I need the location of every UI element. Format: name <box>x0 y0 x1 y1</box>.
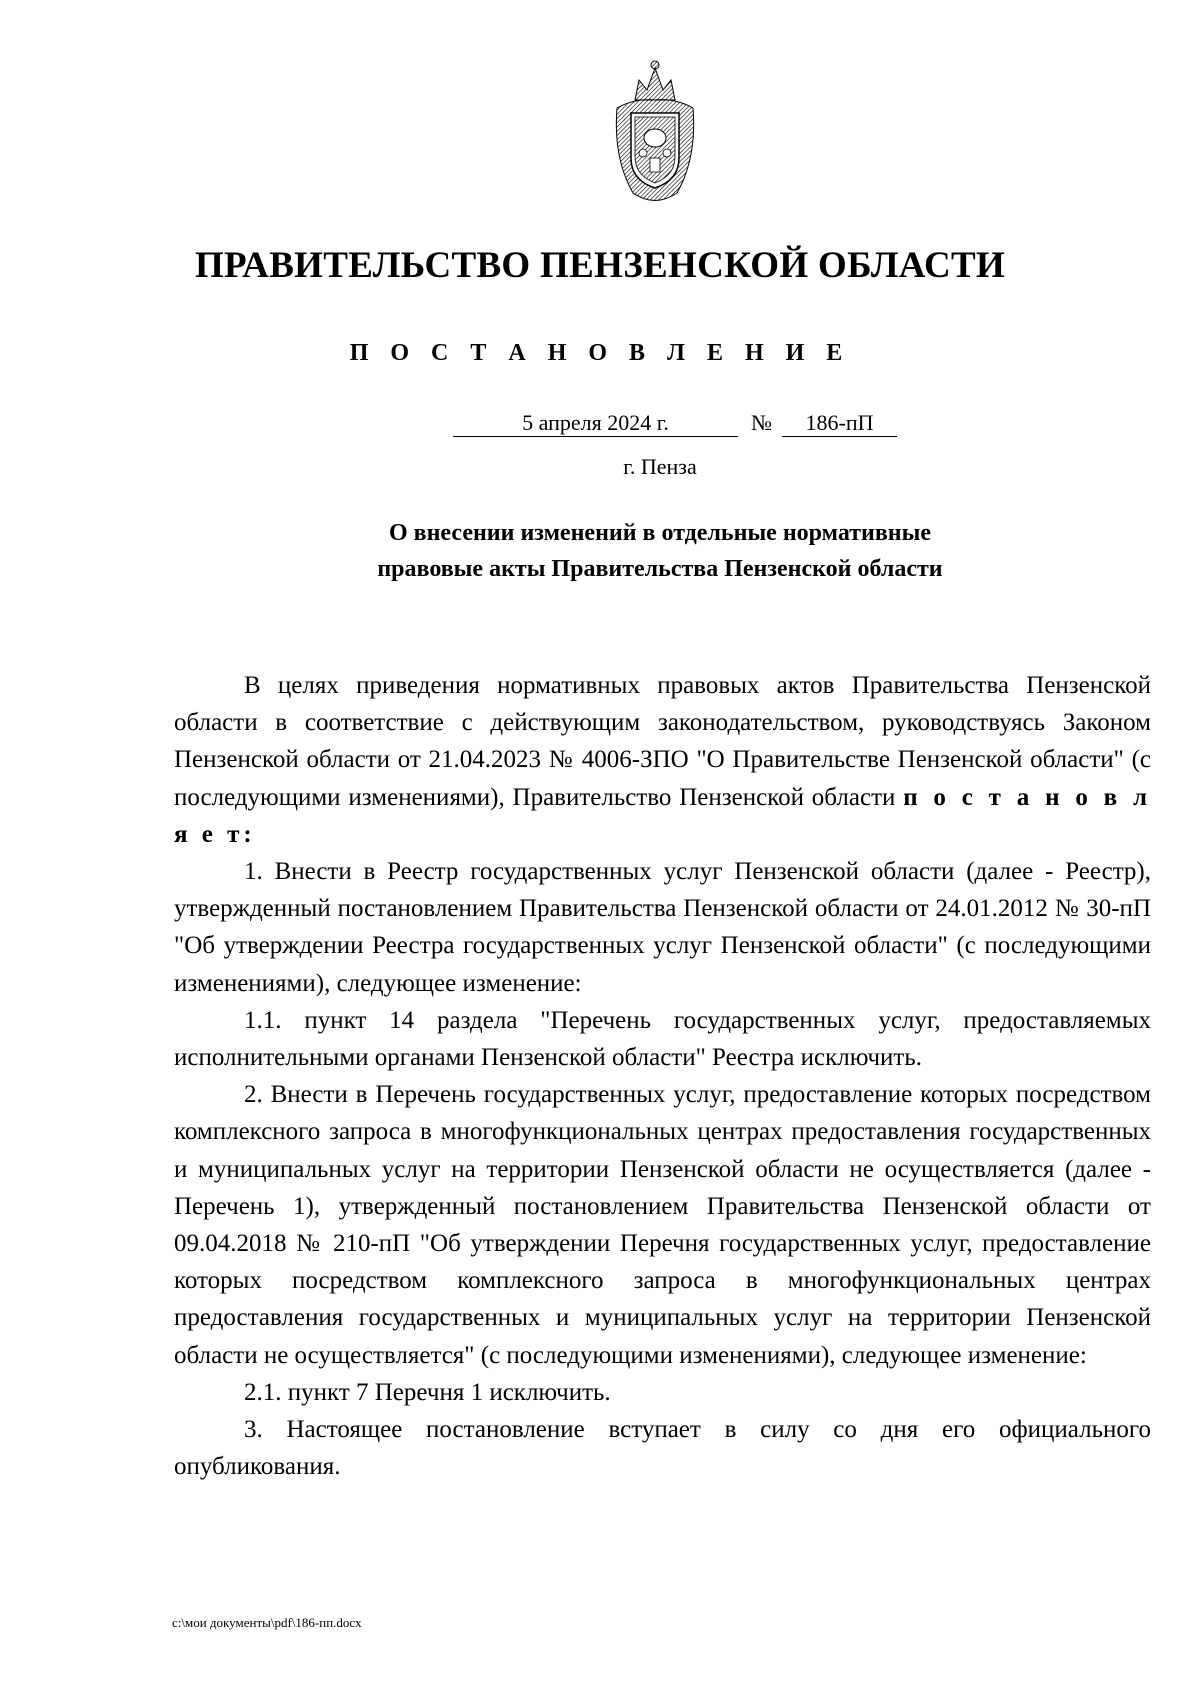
coat-of-arms-icon <box>605 58 705 208</box>
city: г. Пенза <box>623 454 697 479</box>
document-date: 5 апреля 2024 г. <box>453 410 738 437</box>
file-path-footer: c:\мои документы\pdf\186-пп.docx <box>172 1615 362 1630</box>
document-body <box>174 667 1151 1485</box>
document-type: П О С Т А Н О В Л Е Н И Е <box>349 340 851 366</box>
paragraph-1-1: 1.1. пункт 14 раздела "Перечень государственных услуг, предоставляемых исполнительными органами Пензенской области" Реестра исключить. <box>174 1006 1151 1072</box>
number-sign: № <box>751 410 772 435</box>
document-subject <box>300 515 1020 587</box>
preamble-text: В целях приведения нормативных правовых актов Правительства Пензенской области в соответствие с действующим законодательством, руководствуясь Законом Пензенской области от 21.04.2023 № 4006-ЗПО "О Правительстве Пензенской области" (с последующими изменениями), Правительство Пензенской области <box>174 672 1151 811</box>
paragraph-2: 2. Внести в Перечень государственных услуг, предоставление которых посредством комплексного запроса в многофункциональных центрах предоставления государственных и муниципальных услуг на территории Пензенской области не осуществляется (далее - Перечень 1), утвержденный постановлением Правительства Пензенской области от 09.04.2018 № 210-пП "Об утверждении Перечня государственных услуг, предоставление которых посредством комплексного запроса в многофункциональных центрах предоставления государственных и муниципальных услуг на территории Пензенской области не осуществляется" (с последующими изменениями), следующее изменение: <box>174 1081 1151 1369</box>
paragraph-3: 3. Настоящее постановление вступает в силу со дня его официального опубликования. <box>174 1416 1151 1481</box>
subject-line-1: О внесении изменений в отдельные нормативные <box>388 520 932 546</box>
paragraph-2-1: 2.1. пункт 7 Перечня 1 исключить. <box>244 1378 611 1406</box>
resolves-word: п о с т а н о в л я е т: <box>174 783 1152 848</box>
organization-title: ПРАВИТЕЛЬСТВО ПЕНЗЕНСКОЙ ОБЛАСТИ <box>194 245 1006 286</box>
document-number: 186-пП <box>782 410 897 437</box>
preamble-paragraph <box>174 667 1151 853</box>
paragraph-1: 1. Внести в Реестр государственных услуг Пензенской области (далее - Реестр), утвержденный постановлением Правительства Пензенской области от 24.01.2012 № 30-пП "Об утверждении Реестра государственных услуг Пензенской области" (с последующими изменениями), следующее изменение: <box>174 858 1151 997</box>
subject-line-2: правовые акты Правительства Пензенской области <box>377 556 943 582</box>
